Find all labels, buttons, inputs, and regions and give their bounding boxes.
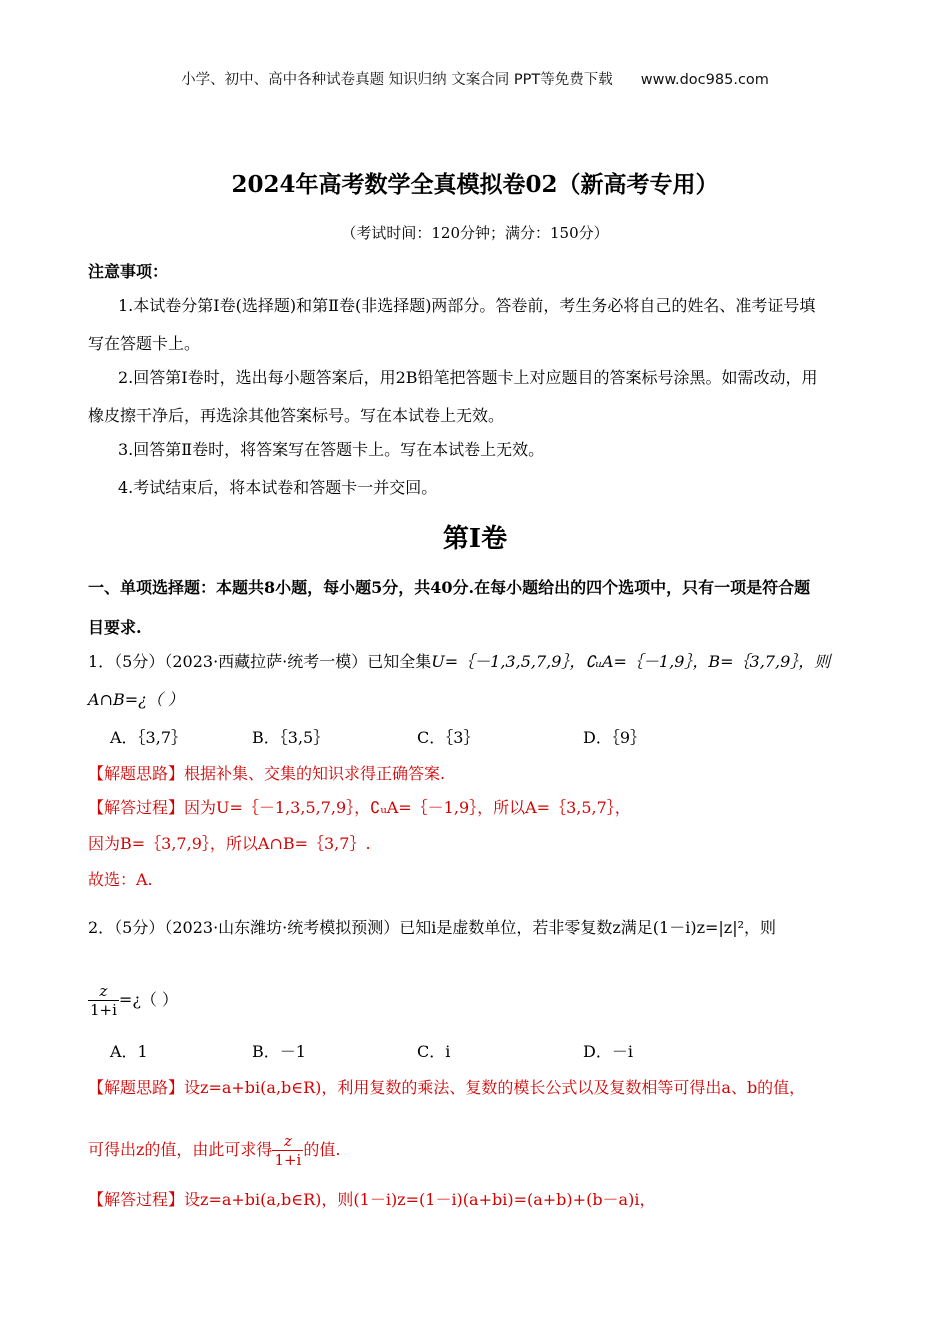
q2-idea-fraction bbox=[272, 1132, 303, 1169]
q1-solution-process bbox=[88, 798, 631, 818]
part1-heading-line-2: 目要求. bbox=[88, 618, 142, 637]
q2-idea-fraction-denominator: 1+i bbox=[274, 1151, 302, 1169]
notice-heading: 注意事项： bbox=[88, 262, 169, 281]
q2-option-c: C．i bbox=[417, 1042, 451, 1061]
part1-heading-line-1: 一、单项选择题：本题共8小题，每小题5分，共40分.在每小题给出的四个选项中，只有一项是符合题 bbox=[88, 578, 811, 597]
notice-item-1-line-2: 写在答题卡上。 bbox=[88, 334, 201, 353]
notice-item-2-line-2: 橡皮擦干净后，再选涂其他答案标号。写在本试卷上无效。 bbox=[88, 406, 505, 425]
q2-fraction-denominator: 1+i bbox=[90, 1001, 117, 1019]
q1-process-line-2: 因为B=｛3,7,9｝，所以A∩B=｛3,7｝. bbox=[88, 834, 371, 853]
q2-idea-line-1: 设z=a+bi(a,b∈R)，利用复数的乘法、复数的模长公式以及复数相等可得出a、b的值， bbox=[184, 1078, 806, 1097]
q1-solution-idea bbox=[88, 764, 445, 784]
q1-option-c: C．｛3｝ bbox=[417, 728, 480, 747]
page-title: 2024年高考数学全真模拟卷02（新高考专用） bbox=[231, 171, 719, 198]
notice-item-3: 3.回答第Ⅱ卷时，将答案写在答题卡上。写在本试卷上无效。 bbox=[118, 440, 545, 459]
q2-idea-line2-suffix: 的值. bbox=[303, 1140, 341, 1159]
q1-stem-line2: A∩B=¿（ ） bbox=[88, 690, 184, 709]
header-site-link[interactable]: www.doc985.com bbox=[640, 72, 769, 88]
q2-option-d: D．－i bbox=[583, 1042, 633, 1061]
q1-process-label: 【解答过程】 bbox=[88, 798, 185, 817]
q2-stem-tail: =¿（ ） bbox=[118, 990, 178, 1009]
q1-option-b: B．｛3,5｝ bbox=[252, 728, 330, 747]
q2-idea-fraction-numerator: z bbox=[283, 1132, 292, 1150]
exam-info: （考试时间：120分钟；满分：150分） bbox=[341, 224, 609, 242]
q2-idea-line2-prefix: 可得出z的值，由此可求得 bbox=[88, 1140, 273, 1159]
q2-option-a: A．1 bbox=[110, 1042, 148, 1061]
q2-process-label: 【解答过程】 bbox=[88, 1190, 185, 1209]
q2-idea-label: 【解题思路】 bbox=[88, 1078, 185, 1097]
q2-fraction bbox=[88, 982, 119, 1019]
page-header bbox=[0, 68, 950, 89]
q1-answer: 故选：A. bbox=[88, 870, 153, 889]
q2-fraction-numerator: z bbox=[99, 982, 108, 1000]
q1-stem-line-2 bbox=[88, 690, 184, 710]
notice-item-4: 4.考试结束后，将本试卷和答题卡一并交回。 bbox=[118, 478, 438, 497]
q1-idea-label: 【解题思路】 bbox=[88, 764, 185, 783]
q2-solution-process bbox=[88, 1190, 655, 1210]
q1-stem-prefix: 1．（5分）（2023·西藏拉萨·统考一模）已知全集 bbox=[88, 652, 432, 671]
q1-stem-math: U=｛－1,3,5,7,9｝，∁ᵤA=｛－1,9｝，B=｛3,7,9｝，则 bbox=[431, 652, 831, 671]
q2-process-line-1: 设z=a+bi(a,b∈R)，则(1－i)z=(1－i)(a+bi)=(a+b)+(b－a)i， bbox=[184, 1190, 656, 1209]
q1-option-a: A．｛3,7｝ bbox=[110, 728, 188, 747]
q2-stem: 2．（5分）（2023·山东潍坊·统考模拟预测）已知i是虚数单位，若非零复数z满足(1－i)z=|z|²，则 bbox=[88, 918, 777, 937]
q1-idea-text: 根据补集、交集的知识求得正确答案. bbox=[184, 764, 446, 783]
q2-stem-line-2 bbox=[88, 982, 178, 1019]
header-banner-text: 小学、初中、高中各种试卷真题 知识归纳 文案合同 PPT等免费下载 bbox=[181, 72, 613, 88]
q2-idea-line-2 bbox=[88, 1132, 340, 1169]
q1-process-line-1: 因为U=｛－1,3,5,7,9｝，∁ᵤA=｛－1,9｝，所以A=｛3,5,7｝， bbox=[184, 798, 631, 817]
q2-solution-idea bbox=[88, 1078, 805, 1098]
q1-stem bbox=[88, 652, 830, 672]
q2-option-b: B．－1 bbox=[252, 1042, 306, 1061]
q1-option-d: D．｛9｝ bbox=[583, 728, 647, 747]
section-title: 第Ⅰ卷 bbox=[442, 524, 508, 554]
notice-item-1-line-1: 1.本试卷分第Ⅰ卷(选择题)和第Ⅱ卷(非选择题)两部分。答卷前，考生务必将自己的姓名、准考证号填 bbox=[118, 296, 816, 315]
notice-item-2-line-1: 2.回答第Ⅰ卷时，选出每小题答案后，用2B铅笔把答题卡上对应题目的答案标号涂黑。如需改动，用 bbox=[118, 368, 818, 387]
